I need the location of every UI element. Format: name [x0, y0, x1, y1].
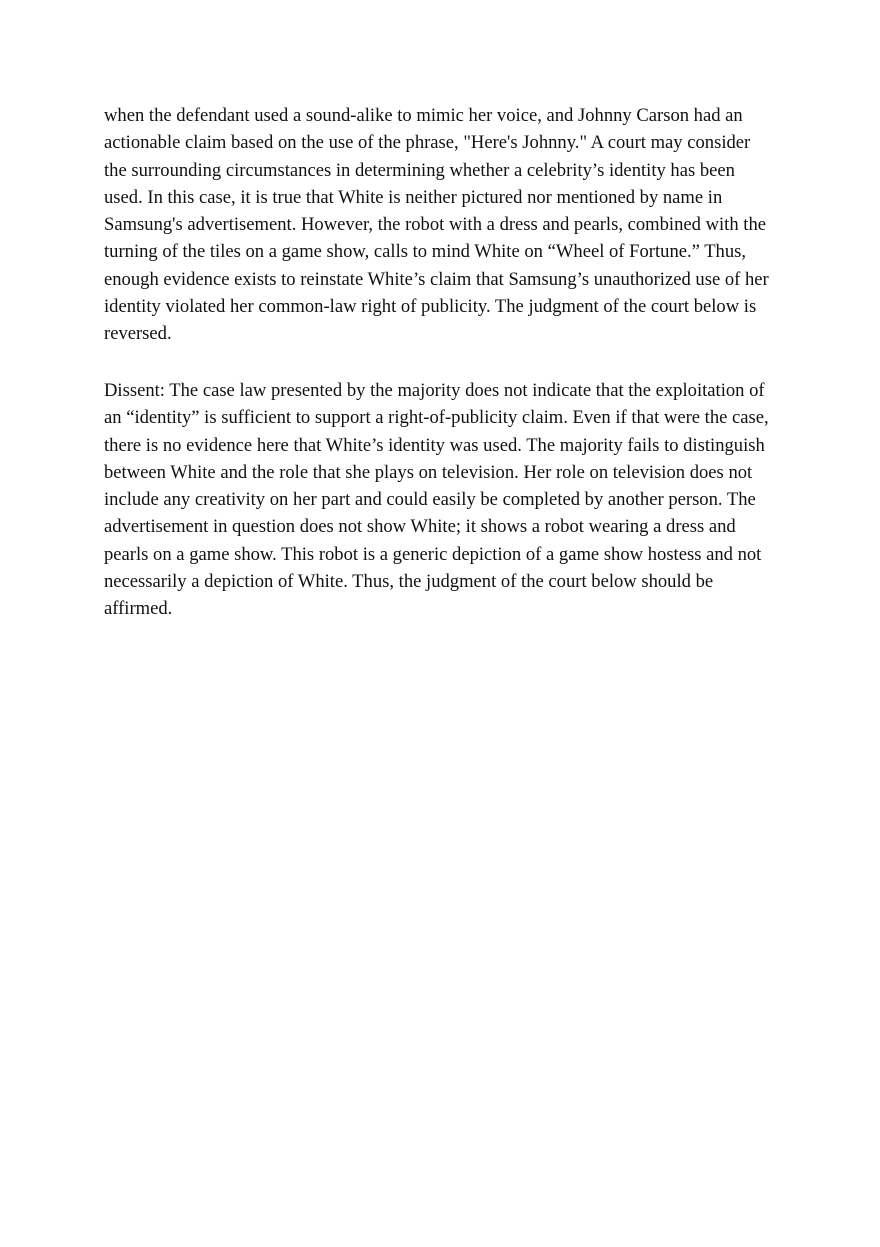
paragraph-line: actionable claim based on the use of the phrase, "Here's Johnny." A court may consider — [104, 132, 751, 154]
paragraph-majority-opinion — [104, 102, 784, 348]
paragraph-line: used. In this case, it is true that White is neither pictured nor mentioned by name in — [104, 186, 723, 208]
paragraph-line: between White and the role that she plays on television. Her role on television does not — [104, 461, 753, 483]
paragraph-line: turning of the tiles on a game show, calls to mind White on “Wheel of Fortune.” Thus, — [104, 241, 747, 263]
paragraph-line: when the defendant used a sound-alike to mimic her voice, and Johnny Carson had an — [104, 105, 743, 126]
paragraph-line: include any creativity on her part and could easily be completed by another person. The — [104, 489, 756, 511]
paragraph-line: reversed. — [104, 323, 172, 345]
paragraph-line: Dissent: The case law presented by the majority does not indicate that the exploitation of — [104, 380, 765, 401]
paragraph-line: there is no evidence here that White’s identity was used. The majority fails to distinguish — [104, 434, 765, 456]
paragraph-line: advertisement in question does not show White; it shows a robot wearing a dress and — [104, 516, 736, 538]
paragraph-line: an “identity” is sufficient to support a right-of-publicity claim. Even if that were the case, — [104, 407, 769, 429]
paragraph-line: enough evidence exists to reinstate White’s claim that Samsung’s unauthorized use of her — [104, 268, 769, 290]
paragraph-dissent — [104, 377, 784, 623]
paragraph-line: necessarily a depiction of White. Thus, the judgment of the court below should be — [104, 571, 714, 593]
paragraph-line: the surrounding circumstances in determining whether a celebrity’s identity has been — [104, 159, 735, 181]
paragraph-line: Samsung's advertisement. However, the robot with a dress and pearls, combined with the — [104, 214, 767, 236]
paragraph-line: identity violated her common-law right of publicity. The judgment of the court below is — [104, 296, 757, 318]
paragraph-line: pearls on a game show. This robot is a generic depiction of a game show hostess and not — [104, 543, 762, 565]
paragraph-line: affirmed. — [104, 598, 173, 620]
